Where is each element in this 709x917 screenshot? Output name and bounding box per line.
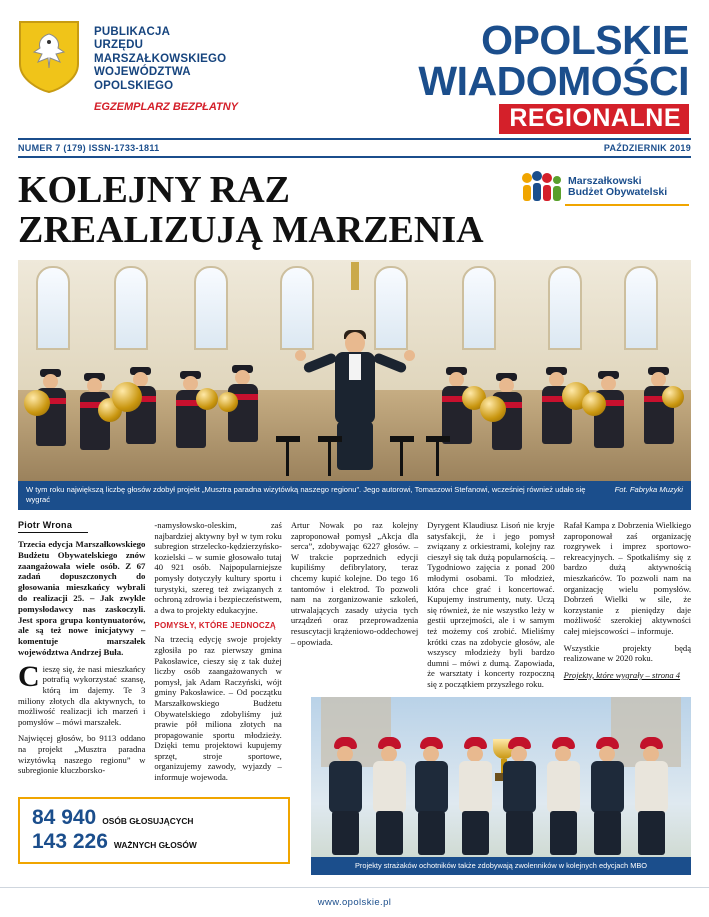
title-line-1: OPOLSKIE	[481, 17, 689, 63]
title-line-3: REGIONALNE	[499, 104, 689, 134]
badge-underline	[565, 204, 689, 206]
hero-photo	[18, 260, 691, 510]
headline-line-1: KOLEJNY RAZ	[18, 169, 291, 211]
publisher-line-2: URZĘDU	[94, 39, 144, 52]
issue-date: PAŹDZIERNIK 2019	[603, 143, 691, 153]
article-paragraph: Wszystkie projekty będą realizowane w 2020 roku.	[563, 642, 692, 664]
masthead	[0, 0, 709, 132]
headline-block	[18, 170, 691, 250]
paper-title	[264, 14, 691, 132]
article-lead: Trzecia edycja Marszałkowskiego Budżetu Obywatelskiego znów zaangażowała wiele osób. Z 67 zadań dopuszczonych do głosowania mieszkańcy wybrali do realizacji 25. – Jak zwykle pomysłodawcy nas zaskoczyli. Jest spora grupa kontynuatorów, ale są też nowe inicjatywy – komentuje marszałek województwa Andrzej Buła.	[18, 539, 146, 657]
issue-bar	[18, 138, 691, 158]
issue-number: NUMER 7 (179) ISSN-1733-1811	[18, 143, 160, 153]
bottom-photo	[311, 697, 691, 875]
publisher-line-3: MARSZAŁKOWSKIEGO	[94, 52, 227, 65]
article-paragraph: Dyrygent Klaudiusz Lisoń nie kryje satysfakcji, że i jego pomysł związany z orkiestrami, kolejny raz cieszył się tak dużą popularnością. – Tygodniowo zajęcia z ponad 200 młodymi osobami. To młodzież, która chce grać i koncertować. Kupujemy instrumenty, nuty. Uczą się również, że nie wszystko leży w gestii uprzejmości, ale i w samym też możemy coś zrobić. Mieliśmy krótki czas na zdobycie głosów, ale wszyscy młodzieży byli bardzo dumni – mówi z dumą. Zapowiada, że warsztaty i koncerty rozpoczną się z początkiem przyszłego roku.	[427, 520, 555, 689]
article-column-1	[18, 520, 145, 789]
website-link[interactable]: www.opolskie.pl	[317, 897, 392, 908]
publisher-block	[94, 26, 264, 132]
mbo-badge	[519, 166, 691, 208]
eagle-crest-icon	[18, 20, 80, 94]
footer	[0, 887, 709, 917]
title-line-2: WIADOMOŚCI	[418, 58, 689, 104]
article-paragraph: Na trzecią edycję swoje projekty zgłosiła po raz pierwszy gmina Pakosławice, cieszy się z tak dużej liczby osób zaangażowanych w pomysł, jak Adam Raczyński, wójt gminy Pakosławice. – Od początku Marszałkowskiego Budżetu Obywatelskiego zdobyliśmy już prawie pół miliona złotych na propagowanie sportu młodzieży. Dzięki temu projektowi kupujemy sprzęt, stroje sportowe, organizujemy zawody, wyjazdy – informuje wojewoda.	[154, 634, 282, 783]
publisher-line-5: OPOLSKIEGO	[94, 79, 174, 92]
statistic-value: 84 940	[32, 805, 97, 829]
bottom-photo-caption: Projekty strażaków ochotników także zdobywają zwolenników w kolejnych edycjach MBO	[311, 857, 691, 875]
article-paragraph: Cieszę się, że nasi mieszkańcy potrafią wykorzystać szansę, którą im dajemy. Te 3 miliony złotych dla aktywnych, to możliwość realizacji ich marzeń i pomysłów – mówi marszałek.	[18, 659, 146, 727]
badge-line-1: Marszałkowski	[568, 175, 642, 187]
article-paragraph: Artur Nowak po raz kolejny zaproponował pomysł „Akcja dla serca”, zdobywając 6227 głosów. – W trakcie poprzednich edycji kupiliśmy defibrylatory, teraz chcemy kupić kolejne. Do tego 16 tantomów i elektrod. To pozwoli nam na zorganizowanie szkoleń, utrwalających zasady użycia tych urządzeń oraz przeprowadzenia resuscytacji krążeniowo-oddechowej – opowiada.	[290, 520, 419, 647]
publisher-line-4: WOJEWÓDZTWA	[94, 66, 191, 79]
statistic-row	[32, 806, 278, 830]
statistic-row	[32, 830, 278, 854]
hero-band	[18, 366, 691, 476]
headline-line-2: ZREALIZUJĄ MARZENIA	[18, 209, 484, 251]
hero-caption-text: W tym roku największą liczbę głosów zdobył projekt „Musztra paradna wizytówką naszego regionu”. Jego autorowi, Tomaszowi Stefanowi, wcześniej również udało się wygrać	[26, 485, 586, 504]
article-paragraph: Najwięcej głosów, bo 9113 oddano na projekt „Musztra paradna wizytówką naszego regionu” w subregionie kluczborsko-	[18, 733, 146, 776]
article-jump-link[interactable]	[564, 670, 691, 681]
people-group-icon	[519, 170, 563, 204]
article-subhead: POMYSŁY, KTÓRE JEDNOCZĄ	[154, 621, 276, 631]
hero-caption	[18, 481, 691, 510]
statistics-box	[18, 797, 290, 864]
statistic-value: 143 226	[32, 829, 108, 853]
publisher-line-1: PUBLIKACJA	[94, 26, 171, 38]
free-copy-label: EGZEMPLARZ BEZPŁATNY	[94, 101, 239, 114]
article-author: Piotr Wrona	[18, 520, 88, 533]
statistic-label: WAŻNYCH GŁOSÓW	[113, 839, 197, 850]
hero-chandelier	[351, 262, 359, 290]
badge-line-2: Budżet Obywatelski	[568, 186, 668, 198]
statistic-label: OSÓB GŁOSUJĄCYCH	[102, 815, 194, 826]
article-paragraph: Rafał Kampa z Dobrzenia Wielkiego zaproponował zaś organizację rozgrywek i imprez sportowo-rekreacyjnych. – Spotkaliśmy się z bardzo dużą aktywnością mieszkańców. To pozwoli nam na organizację wielu pomysłów. Dobrzeń Wielki w sile, że korzystanie z pieniędzy daje możliwość szerokiej aktywności całej miejscowości – informuje.	[563, 520, 692, 636]
article-column-2	[154, 520, 281, 789]
article-paragraph: -namysłowsko-oleskim, zaś najbardziej aktywny był w tym roku subregion strzelecko-kędzierzyńsko-kozielski – w sumie głosowało tutaj 40 921 osób. Najpopularniejsze pomysły dotyczyły kultury sportu i turystyki, szereg też związanych z ochroną zdrowia i bezpieczeństwem, a dwa to projekty edukacyjne.	[154, 520, 282, 615]
hero-photo-credit: Fot. Fabryka Muzyki	[614, 485, 683, 494]
jump-link-label[interactable]: Projekty, które wygrały – strona 4	[563, 669, 681, 680]
